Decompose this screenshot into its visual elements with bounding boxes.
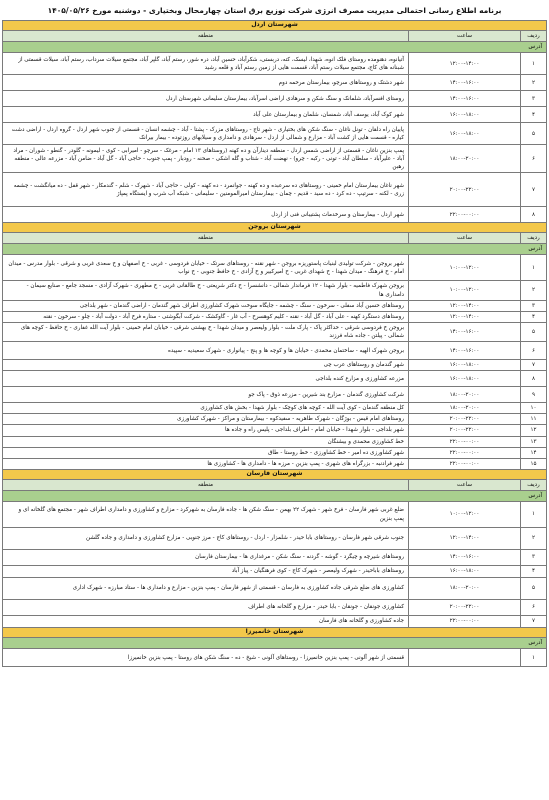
row-number: ۸ [521, 371, 547, 387]
table-row [3, 600, 547, 616]
time-range: ۲۰:۰۰-۲۲:۰۰ [409, 425, 521, 436]
address-subheader: آدرس [3, 490, 547, 501]
outage-area: شهر اردل - بیمارستان و سرخدمات پشتیبانی فنی از اردل [3, 207, 409, 223]
column-header-area: منطقه [3, 479, 409, 490]
table-row [3, 616, 547, 628]
table-row [3, 436, 547, 447]
table-row [3, 255, 547, 281]
time-range: ۱۸:۰۰-۲۰:۰۰ [409, 403, 521, 414]
time-range: ۲۲:۰۰-۰۰:۰۰ [409, 447, 521, 458]
outage-area: شهر گندمان و روستاهای عرب چی [3, 360, 409, 371]
row-number: ۸ [521, 207, 547, 223]
row-number: ۴ [521, 566, 547, 578]
address-subheader: آدرس [3, 42, 547, 53]
outage-area: مزرعه کشاورزی و مزارع کنده بلداجی [3, 371, 409, 387]
outage-area: پاییان راه دلقان - تونل ناغان - سنگ شکن های بختیاری - شهر تاج - روستاهای مزرک - پشتا - آباد - چشمه انسان - قسمتی از جنوب شهر اردل - گروه اردل - اراضی دشت کیاره - قسمت هایی از کشت آباد - مزارع و شمالی از اردل - سرهادی و دامداری و سیلابهای روزتوده - بیمار بیرانک [3, 123, 409, 145]
table-row [3, 447, 547, 458]
table-row [3, 550, 547, 566]
time-range: ۱۲:۰۰-۱۴:۰۰ [409, 53, 521, 75]
table-row [3, 75, 547, 91]
outage-area: روستاهای دستگرد کهنه - علی آباد - گل آباد - نقنه - کلیم کوهسرخ - آب غار - گاوکشک - شرکت آبگوشتی - ستاره فرخ آباد - دولت آباد - چلو - سرخون - نقنه [3, 311, 409, 322]
time-range: ۲۰:۰۰-۲۲:۰۰ [409, 600, 521, 616]
row-number: ۳ [521, 300, 547, 311]
column-header-time: ساعت [409, 479, 521, 490]
time-range: ۱۴:۰۰-۱۶:۰۰ [409, 550, 521, 566]
row-number: ۱۱ [521, 414, 547, 425]
row-number: ۷ [521, 173, 547, 207]
outage-area: روستاهای حسین آباد سفلی - سرخون - سنگ - چشمه - جایگاه سوخت شهرک کشاورزی اطراف شهر گندمان - اراضی گندمان - شهر بلداجی [3, 300, 409, 311]
time-range: ۱۴:۰۰-۱۶:۰۰ [409, 91, 521, 107]
time-range: ۱۲:۰۰-۱۴:۰۰ [409, 300, 521, 311]
time-range: ۱۶:۰۰-۱۸:۰۰ [409, 107, 521, 123]
city-header-row [3, 223, 547, 233]
row-number: ۲ [521, 75, 547, 91]
time-range: ۲۲:۰۰-۰۰:۰۰ [409, 616, 521, 628]
table-row [3, 649, 547, 667]
time-range: ۲۰:۰۰-۲۲:۰۰ [409, 414, 521, 425]
time-range: ۱۲:۰۰-۱۴:۰۰ [409, 528, 521, 550]
city-name: شهرستان خانمیرزا [3, 628, 547, 638]
table-row [3, 123, 547, 145]
row-number: ۱۵ [521, 458, 547, 469]
row-number: ۲ [521, 281, 547, 300]
time-range: ۱۴:۰۰-۱۶:۰۰ [409, 342, 521, 360]
row-number: ۱۲ [521, 425, 547, 436]
table-row [3, 53, 547, 75]
outage-area: بروجن شهرک الهیه - ساختمان محمدی - خیابان ها و کوچه ها و پنج - پیانواری - شهرک سعیدیه - سپیده [3, 342, 409, 360]
column-header-row [3, 233, 547, 244]
time-range: ۲۰:۰۰-۲۲:۰۰ [409, 173, 521, 207]
address-subheader: آدرس [3, 638, 547, 649]
column-header-row-number: ردیف [521, 233, 547, 244]
row-number: ۱۳ [521, 436, 547, 447]
city-header-row [3, 628, 547, 638]
city-name: شهرستان فارسان [3, 469, 547, 479]
time-range: ۱۸:۰۰-۲۰:۰۰ [409, 145, 521, 173]
row-number: ۱ [521, 53, 547, 75]
outage-area: شهر بروجن - شرکت تولیدی لبنیات پاستوریزه بروجن - شهر نقنه - روستاهای سرتک - خیابان فردوسی - غربی - خ اصفهان و خ سعدی غربی و شرقی - بلوار مدرس - میدان امام - خ فرهنگ - میدان شهدا - خ شهدای غربی - خ امیرکبیر و خ آزادی - خ حافظ جنوبی - خ نواب [3, 255, 409, 281]
row-number: ۲ [521, 528, 547, 550]
table-row [3, 528, 547, 550]
outage-area: جاده کشاورزی و گلخانه های فارسان [3, 616, 409, 628]
outage-area: بروجن خ فردوسی شرقی - حداکثر پاک - پارک ملت - بلوار ولیعصر و میدان شهدا - خ بهشتی شرقی - خیابان امام خمینی - بلوار آیت الله غفاری - خ حافظ - کوچه های شمالی - پیلتن - جاده شاه فرزند [3, 322, 409, 341]
table-row [3, 458, 547, 469]
row-number: ۷ [521, 360, 547, 371]
time-range: ۱۴:۰۰-۱۶:۰۰ [409, 322, 521, 341]
column-header-area: منطقه [3, 233, 409, 244]
row-number: ۵ [521, 578, 547, 600]
time-range: ۱۰:۰۰-۱۲:۰۰ [409, 502, 521, 528]
row-number: ۶ [521, 342, 547, 360]
table-row [3, 403, 547, 414]
city-name: شهرستان اردل [3, 21, 547, 31]
time-range: ۱۸:۰۰-۲۰:۰۰ [409, 578, 521, 600]
address-subheader: آدرس [3, 244, 547, 255]
row-number: ۶ [521, 145, 547, 173]
table-row [3, 425, 547, 436]
address-subheader-row [3, 244, 547, 255]
address-subheader-row [3, 490, 547, 501]
column-header-row-number: ردیف [521, 30, 547, 41]
table-row [3, 300, 547, 311]
row-number: ۳ [521, 91, 547, 107]
time-range: ۱۰:۰۰-۱۲:۰۰ [409, 281, 521, 300]
time-range: ۱۸:۰۰-۲۰:۰۰ [409, 387, 521, 403]
outage-area: شهر دشتک و روستاهای سرچو، بیمارستان مرحمه دوم [3, 75, 409, 91]
outage-area: روستای افسرآباد، شلمانک و سنگ شکن و سرهادی اراضی اسرآباد، بیمارستان سلیمانی شهرستان اردل [3, 91, 409, 107]
outage-area: روستاهای شیرچه و چیگرد - گوشه - گردنه - سنگ شکن - مرغداری ها - بیمارستان فارسان [3, 550, 409, 566]
column-header-time: ساعت [409, 30, 521, 41]
outage-area: شهر کشاورزی ده امیر - خط کشاورزی - خط روستا - طاق [3, 447, 409, 458]
address-subheader-row [3, 42, 547, 53]
time-range: ۲۲:۰۰-۰۰:۰۰ [409, 458, 521, 469]
table-row [3, 107, 547, 123]
time-range: ۱۴:۰۰-۱۶:۰۰ [409, 75, 521, 91]
row-number: ۹ [521, 387, 547, 403]
outage-area: شهر ناغان بیمارستان امام خمینی - روستاهای ده سرعبده و ده کهنه - جوانمرد - ده کهنه - کولی - حاجی آباد - شهرک - شلم - گندمکار - شهر قفل - ده میانگشت - چشمه زری - لکنه - سرتیپ - ده کرد - ده سید - قدیم - چمان - بیمارستان امیرالمومنین - سلیمانی - شبکه آب شرب و ایستگاه پمپاژ [3, 173, 409, 207]
outage-area: شرکت کشاورزی گندمان - مزارع بند شیرین - مزرعه ذوق - پاک جو [3, 387, 409, 403]
table-row [3, 566, 547, 578]
row-number: ۵ [521, 123, 547, 145]
outage-area: قسمتی از شهر آلونی - پمپ بنزین خانمیرزا - روستاهای آلونی - شیخ - ده - سنگ شکن های روستا - پمپ بنزین خانمیرزا [3, 649, 409, 667]
column-header-row [3, 479, 547, 490]
outage-area: بروجن شهرک فاطمیه - بلوار شهدا - ۱۲ فرماندار شمالی - دانشسرا - خ دکتر شریعتی - خ طالقانی غربی - خ مطهری - شهرک آزادی - مسجد جامع - صنایع سیمان - دامداری ها [3, 281, 409, 300]
table-row [3, 342, 547, 360]
time-range: ۱۲:۰۰-۱۴:۰۰ [409, 311, 521, 322]
city-header-row [3, 21, 547, 31]
time-range [409, 649, 521, 667]
table-row [3, 207, 547, 223]
outage-area: کشاورزی جونقان - جونقان - بابا حیدر - مزارع و گلخانه های اطراف [3, 600, 409, 616]
city-header-row [3, 469, 547, 479]
outage-area: روستاهای باباحیدر - شهرک ولیعصر - شهرک کاج - کوی فرهنگیان - پیاز آباد [3, 566, 409, 578]
row-number: ۱۰ [521, 403, 547, 414]
row-number: ۱۴ [521, 447, 547, 458]
outage-schedule-table [2, 20, 547, 667]
row-number: ۵ [521, 322, 547, 341]
outage-area: کل منطقه گندمان - کوی آیت الله - کوچه های کوچک - بلوار شهدا - بخش های کشاورزی [3, 403, 409, 414]
column-header-time: ساعت [409, 233, 521, 244]
table-row [3, 387, 547, 403]
row-number: ۱ [521, 502, 547, 528]
outage-area: خط کشاورزی محمدی و بیشنگان [3, 436, 409, 447]
table-row [3, 502, 547, 528]
outage-area: جنوب شرقی شهر فارسان - روستاهای بابا حیدر - شلمزار - اردل - روستاهای کاج - مرز جنوبی - مزارع کشاورزی و دامداری و جاده گلشن [3, 528, 409, 550]
column-header-area: منطقه [3, 30, 409, 41]
outage-area: شهر کوک آباد، یوسف آباد، شمسان، شلمان و بیمارستان علی آباد [3, 107, 409, 123]
row-number: ۶ [521, 600, 547, 616]
time-range: ۲۲:۰۰-۰۰:۰۰ [409, 436, 521, 447]
row-number: ۴ [521, 311, 547, 322]
outage-area: شهر فرادنبه - بزرگراه های شهری - پمپ بنزین - مرزه ها - دامداری ها - کشاورزی ها [3, 458, 409, 469]
table-row [3, 322, 547, 341]
table-row [3, 414, 547, 425]
table-row [3, 371, 547, 387]
table-row [3, 145, 547, 173]
row-number: ۴ [521, 107, 547, 123]
row-number: ۱ [521, 649, 547, 667]
table-row [3, 173, 547, 207]
page [2, 2, 547, 798]
time-range: ۱۶:۰۰-۱۸:۰۰ [409, 371, 521, 387]
outage-area: ضلع غربی شهر فارسان - فرخ شهر - شهرک ۲۲ بهمن - سنگ شکن ها - جاده فارسان به شهرکرد - مزارع و کشاورزی و دامداری اطراف شهر - مجتمع های گلخانه ای و پمپ بنزین [3, 502, 409, 528]
time-range: ۱۶:۰۰-۱۸:۰۰ [409, 123, 521, 145]
outage-area: پمپ بنزین ناغان - قسمتی از اراضی شمس اردل - منطقه دینارآن و ده کهنه (روستاهای ۱۳ امام - مرغک - سرچو - امیرابی - کوی - لیمونه - گلودر - گنطو - شوران - مراد آباد - علیرآباد - سلطان آباد - تونی - رکبه - چرو) - نهضت آباد - شتاب و گله اشکی - صحنه - رودبار - پمپ جنوب - حاجی آباد - گل آباد - ضامن آباد - مزرعه عالی - منطقه رهبن [3, 145, 409, 173]
address-subheader-row [3, 638, 547, 649]
outage-area: کشاورزی های ضلع شرقی جاده کشاورزی به فارسان - قسمتی از شهر فارسان - پمپ بنزین - مزارع و دامداری ها - ستاد مبارزه - شهرک اداری [3, 578, 409, 600]
row-number: ۱ [521, 255, 547, 281]
city-name: شهرستان بروجن [3, 223, 547, 233]
time-range: ۱۰:۰۰-۱۲:۰۰ [409, 255, 521, 281]
outage-area: آتیانوه، دهنومده روستای فلک انوه، شهدا، لیسک، کته، دربستی، شکرآباد، حسین آباد، دره شور، رستم آباد، گلپر آباد، مجتمع سیلات سرداب، رستم آباد، سیلات قسمتی از شبنانه های کاج، مجتمع سیلات رستم آباد، قسمت هایی از زمین رستم آباد و قلعه رشید [3, 53, 409, 75]
table-row [3, 311, 547, 322]
table-row [3, 281, 547, 300]
time-range: ۱۶:۰۰-۱۸:۰۰ [409, 566, 521, 578]
row-number: ۷ [521, 616, 547, 628]
table-row [3, 360, 547, 371]
document-title: برنامه اطلاع رسانی احتمالی مدیریت مصرف انرژی شرکت توزیع برق استان چهارمحال وبختیاری - دوشنبه مورخ ۱۴۰۵/۰۵/۲۶ [47, 6, 502, 15]
time-range: ۱۶:۰۰-۱۸:۰۰ [409, 360, 521, 371]
column-header-row-number: ردیف [521, 479, 547, 490]
row-number: ۳ [521, 550, 547, 566]
outage-area: شهر بلداجی - بلوار شهدا - خیابان امام - اطراف بلداجی - پلیس راه و جاده ها [3, 425, 409, 436]
outage-area: روستاهای امام قیس - بوژگان - شهرک طاهریه - سفیدکوه - بیمارستان و مراکز - شهرک کشاورزی [3, 414, 409, 425]
column-header-row [3, 30, 547, 41]
table-row [3, 91, 547, 107]
time-range: ۲۲:۰۰-۰۰:۰۰ [409, 207, 521, 223]
table-row [3, 578, 547, 600]
